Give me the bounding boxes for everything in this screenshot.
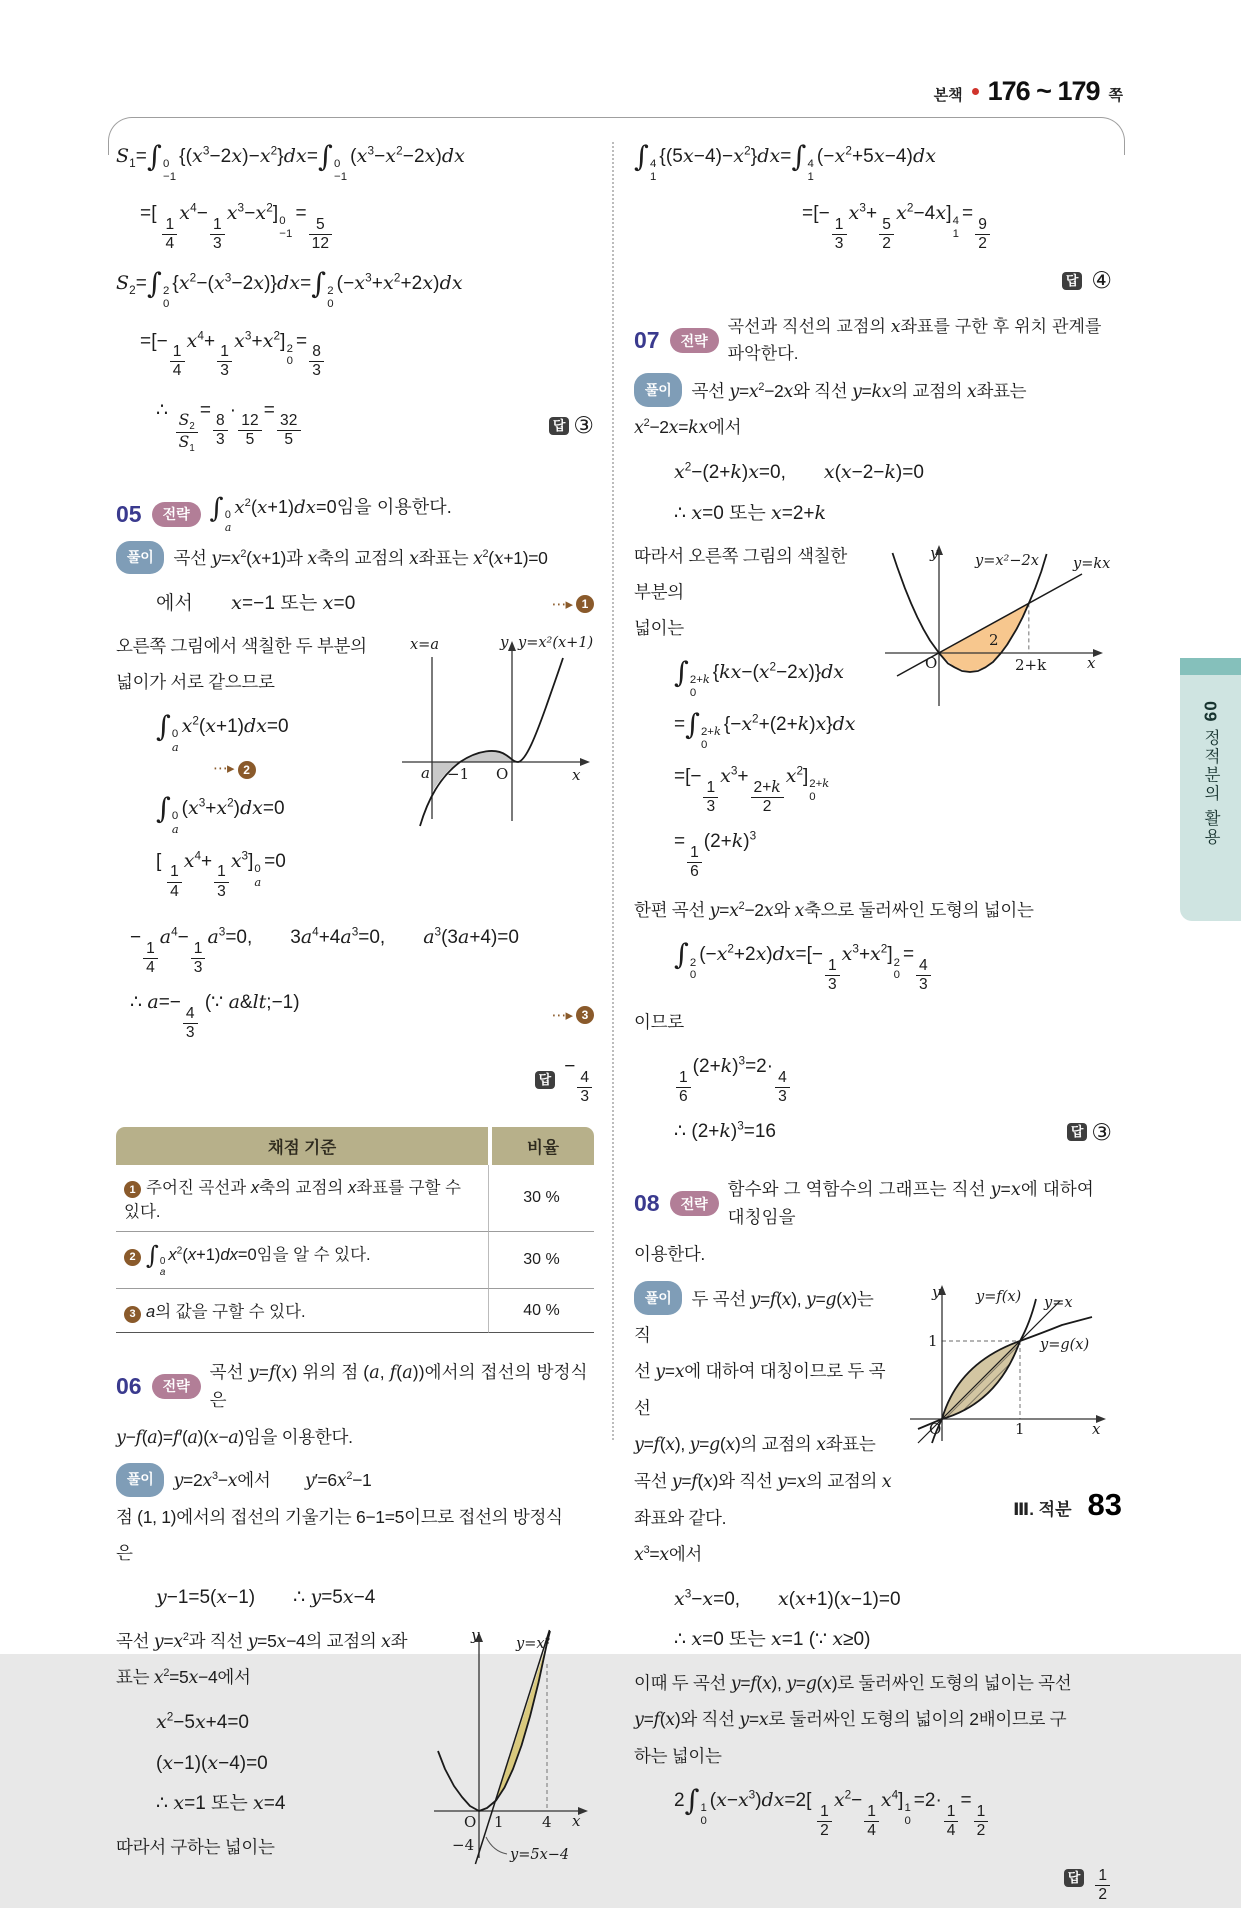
problem-number: 08 [634,1190,660,1217]
one-x-label: 1 [1015,1420,1025,1439]
problem-08-header [634,1176,1112,1231]
x-label: x [572,1811,581,1830]
step-arrow-icon: ⋯▸ [551,1007,572,1025]
header-bullet-icon [972,88,979,95]
chapter-number: 09 [1200,701,1221,723]
strategy-text: 함수와 그 역함수의 그래프는 직선 y=x에 대하여 대칭임을 [727,1178,1094,1228]
answer-row [634,1851,1112,1904]
criteria-text: ∫ 0 a $x^2(x+1)dx=0$임을 알 수 있다. [146,1240,371,1279]
solution-line [116,541,594,578]
solution-text: 넓이는 [634,618,684,638]
solution-text: 곡선 $y=x^2-2x$와 직선 y=kx의 교점의 x좌표는 [691,380,1027,402]
math-answer-row [116,397,594,455]
strategy-badge: 전략 [152,1374,201,1399]
solution-text: 오른쪽 그림에서 색칠한 두 부분의 [116,636,367,657]
step-marker [551,595,594,613]
graph-figure-07 [877,541,1112,711]
two-label: 2 [989,631,999,650]
answer-choice: ③ [1091,1118,1112,1145]
solution-text: y=f(x)와 직선 y=x로 둘러싸인 도형의 넓이의 2배이므로 구 [634,1709,1067,1731]
grading-ratio-header: 비율 [488,1127,594,1165]
problem-08 [634,1176,1112,1904]
solution-text: 넓이가 서로 같으므로 [116,672,275,693]
origin-label: O [464,1812,477,1831]
answer-value: − $\frac{4}{3}$ [564,1053,594,1106]
solution-line [116,1463,594,1500]
math-line: ∫ 2 0 $(-x^2+2x)dx=[-$ $\frac{1}{3}$ $x^3+x^2$] 2 0 = $\frac{4}{3}$ [674,940,1112,994]
math-line: =[ $\frac{1}{4}$ $x^4-$ $\frac{1}{3}$ $x^3-x^2$] 0 −1 = $\frac{5}{12}$ [116,199,594,253]
grading-table-header-row [116,1127,594,1165]
math-line: ∴ x=0 또는 x=1 (∵ x≥0) [674,1628,871,1651]
solution-text: 이므로 [634,1012,684,1033]
math-line: 에서 x=−1 또는 x=0 [156,591,356,614]
problem-number: 05 [116,500,142,527]
math-line: ∫ 4 1 $\{(5x-4)-x^2\}dx=\int$ 4 1 $(-x^2+5x-4)dx$ [634,139,937,183]
answer-icon: 답 [1062,272,1083,291]
solution-text: 점 (1, 1)에서의 접선의 기울기는 6−1=5이므로 접선의 방정식 [116,1507,563,1528]
solution-text: 따라서 오른쪽 그림의 색칠한 부분의 [634,546,847,603]
math-line: ∫ 0 a $(x^3+x^2)dx=0$ [156,791,285,836]
left-column [116,139,594,1874]
problem-06-header [116,1359,594,1414]
math-line: 2∫ 1 0 $(x-x^3)dx=2$[ $\frac{1}{2}$ $x^2-$ $\frac{1}{4}$ $x^4$] 1 0 =2· $\frac{1}{4}$ = $\frac{1}{2}$ [674,1786,1112,1840]
answer-icon: 답 [549,417,570,436]
chapter-tab-cap [1180,658,1241,675]
solution-text: 두 곡선 y=f(x), y=g(x)는 직 [634,1288,874,1346]
solution-text: 하는 넓이는 [634,1746,722,1767]
strategy-badge: 전략 [670,1191,719,1216]
math-line: y−1=5(x−1) ∴ y=5x−4 [156,1586,376,1608]
tangent-line [475,1630,549,1864]
answer-icon: 답 [535,1071,556,1090]
y-label: y [930,544,939,563]
column-divider [612,142,614,1440]
math-line: ∴ x=0 또는 x=2+k [674,501,827,524]
solution-text: 한편 곡선 $y=x^2-2x$와 x축으로 둘러싸인 도형의 넓이는 [634,899,1034,921]
header-page-suffix: 쪽 [1108,87,1123,104]
a-label: a [421,764,430,783]
answer-marker [1067,1118,1112,1145]
line-label: y=kx [1073,556,1111,573]
answer-choice: ④ [1091,267,1112,294]
strategy-text: 곡선 y=f(x) 위의 점 (a, f(a))에서의 접선의 방정식은 [209,1361,588,1410]
graph-figure-08 [902,1283,1112,1448]
line-label: x=a [410,637,439,654]
minus1-label: −1 [447,765,470,784]
strategy-badge: 전략 [670,328,719,353]
solution-text: 따라서 구하는 넓이는 [116,1836,275,1857]
math-line: (x−1)(x−4)=0 [156,1751,268,1774]
x-label: x [1087,654,1096,673]
curve-label: y=x²−2x [975,553,1039,570]
solution-text: 이때 두 곡선 y=f(x), y=g(x)로 둘러싸인 도형의 넓이는 곡선 [634,1672,1072,1694]
solution-text: $y=2x^3-x$에서 $y'=6x^2-1$ [173,1470,372,1492]
solution-text: 은 [116,1543,133,1564]
problem-05 [116,494,594,1333]
problem-06 [116,1359,594,1874]
math-line: ∴ x=1 또는 x=4 [156,1792,286,1815]
curve-label: y=x²(x+1) [518,635,594,652]
math-line: $\frac{1}{6}$ $(2+k)^3=2\cdot$ $\frac{4}{3}$ [674,1052,1112,1106]
math-line: =[− $\frac{1}{3}$ $x^3+$ $\frac{2+k}{2}$ $x^2$] 2+k 0 [674,764,830,816]
step-arrow-icon: ⋯▸ [551,595,572,613]
math-line: ∴ $\frac{S_2}{S_1}$ = $\frac{8}{3}$ · $\frac{12}{5}$ = $\frac{32}{5}$ [156,397,303,455]
strategy-text: ∫ 0 a $x^2(x+1)dx=0$임을 이용한다. [209,492,452,534]
curve-label: y=x² [516,1635,551,1652]
math-line: $x^3-x=0$, x(x+1)(x−1)=0 [674,1587,901,1610]
math-line: =[− $\frac{1}{3}$ $x^3+$ $\frac{5}{2}$ $x^2-4x$] 4 1 = $\frac{9}{2}$ [634,199,1112,253]
problem-07-header [634,314,1112,367]
y-axis-arrow [508,641,516,651]
solution-text: 곡선 y=f(x)와 직선 y=x의 교점의 x [634,1470,892,1492]
math-line: $x^2-(2+k)x=0$, x(x−2−k)=0 [674,460,924,484]
y-label: y [932,1283,941,1302]
x-axis-arrow [580,758,590,766]
step-circle: 1 [124,1181,141,1198]
math-line: = $\frac{1}{6}$ $(2+k)^3$ [674,830,757,881]
math-line: − $\frac{1}{4}$ $a^4-$ $\frac{1}{3}$ $a^3=0$, $3a^4+4a^3=0$, $a^3(3a+4)=0$ [130,925,519,976]
graph-figure-05 [394,631,594,826]
math-answer-row [634,1117,1112,1147]
solution-badge: 풀이 [634,373,682,407]
answer-row [116,1053,594,1106]
criteria-pct: 30 % [488,1165,594,1233]
figure-block-05 [116,629,594,912]
solution-text: $x^2-2x=kx$에서 [634,417,742,439]
criteria-text: 주어진 곡선과 x축의 교점의 x좌표를 구할 수 있다. [124,1178,461,1222]
criteria-pct: 30 % [488,1232,594,1289]
math-line: $x^2-5x+4=0$ [156,1710,249,1734]
table-row [116,1232,594,1289]
footer-page-number: 83 [1087,1487,1122,1522]
math-line: ∫ 2+k 0 $\{kx-(x^2-2x)\}dx$ [674,655,845,699]
strategy-text: 곡선과 직선의 교점의 x좌표를 구한 후 위치 관계를 파악한다. [727,317,1102,363]
solution-text: 곡선 $y=x^2(x+1)$과 x축의 교점의 x좌표는 $x^2(x+1)=0$ [173,548,548,570]
solution-line [634,373,1112,410]
y-label: y [500,633,509,652]
problem-05-header [116,494,594,535]
math-line: =∫ 2+k 0 $\{-x^2+(2+k)x\}dx$ [674,708,856,751]
page-header [934,76,1123,107]
minus4-label: −4 [452,1835,475,1854]
grading-criteria-header: 채점 기준 [116,1127,488,1165]
answer-marker [549,414,594,437]
math-line: $S_1=\int$ 0 −1 $\{(x^3-2x)-x^2\}dx=\int$ 0 −1 $(x^3-x^2-2x)dx$ [116,139,465,183]
header-book-label: 본책 [933,87,963,104]
criteria-text: a의 값을 구할 수 있다. [146,1303,306,1322]
page-footer [860,1487,1122,1523]
strategy-badge: 전략 [152,502,201,527]
cubic-curve [420,658,563,826]
criteria-pct: 40 % [488,1289,594,1333]
footer-section: Ⅲ. 적분 [1013,1500,1072,1519]
identity-label: y=x [1044,1295,1073,1312]
strategy-text: 이용한다. [634,1244,705,1265]
answer-value: $\frac{1}{2}$ [1093,1851,1112,1904]
math-line: =[− $\frac{1}{4}$ $x^4+$ $\frac{1}{3}$ $x^3+x^2$] 2 0 = $\frac{8}{3}$ [116,327,594,381]
math-line: [ $\frac{1}{4}$ $x^4+$ $\frac{1}{3}$ $x^3$] 0 a =0 [156,849,286,900]
step-marker [551,1006,594,1024]
chapter-tab-text [1199,701,1223,911]
origin-label: O [925,654,938,673]
step-circle: 1 [576,595,594,613]
figure-block-06 [116,1624,594,1874]
origin-label: O [929,1420,942,1439]
solution-text: 표는 $x^2=5x-4$에서 [116,1667,251,1689]
answer-row [634,269,1112,292]
step-circle: 2 [238,761,256,779]
right-column [634,139,1112,1908]
solution-badge: 풀이 [634,1281,682,1315]
solution-text: $x^3=x$에서 [634,1543,703,1565]
origin-label: O [496,765,509,784]
table-row [116,1289,594,1333]
problem-number: 06 [116,1372,142,1399]
chapter-title: 정적분의 활용 [1201,729,1220,847]
problem-number: 07 [634,327,660,354]
four-label: 4 [542,1812,552,1831]
solution-text: 곡선 $y=x^2$과 직선 y=5x−4의 교점의 x좌 [116,1630,408,1652]
x-label: x [572,766,581,785]
x-label: x [1092,1420,1101,1439]
figure-block-07 [634,539,1112,892]
math-line: $S_2=\int$ 2 0 $\{x^2-(x^3-2x)\}dx=\int$ 2 0 $(-x^3+x^2+2x)dx$ [116,267,463,310]
solution-text: 좌표와 같다. [634,1507,727,1528]
step-circle: 3 [124,1306,141,1323]
chapter-tab [1180,658,1241,921]
line-label: y=5x−4 [510,1846,570,1863]
math-line: ∴ a=− $\frac{4}{3}$ (∵ a&lt;−1) [130,991,300,1042]
parabola-curve [438,1631,550,1811]
g-label: y=g(x) [1040,1337,1090,1354]
f-label: y=f(x) [976,1289,1022,1306]
math-line: ∫ 0 a $x^2(x+1)dx=0$ [156,710,289,754]
step-circle: 2 [124,1249,141,1266]
solution-badge: 풀이 [116,1463,164,1497]
strategy-text: y−f(a)=f′(a)(x−a)임을 이용한다. [116,1427,353,1448]
step-marker [213,758,256,781]
graph-figure-06 [424,1626,594,1866]
answer-icon: 답 [1067,1123,1088,1142]
solution-text: y=f(x), y=g(x)의 교점의 x좌표는 [634,1434,876,1456]
solution-badge: 풀이 [116,541,164,575]
solution-text: 선 y=x에 대하여 대칭이므로 두 곡선 [634,1361,886,1419]
header-page-range: 176 ~ 179 [987,76,1100,106]
answer-choice: ③ [573,412,594,439]
step-circle: 3 [576,1006,594,1024]
grading-table [116,1127,594,1333]
table-row [116,1165,594,1233]
step-arrow-icon: ⋯▸ [213,760,234,778]
problem-07 [634,314,1112,1147]
solution-step-row [116,589,594,619]
solution-step-row [116,988,594,1042]
math-line: ∴ $(2+k)^3=16$ [674,1120,776,1143]
label-pointer [486,1837,507,1854]
one-label: 1 [494,1812,504,1831]
two-plus-k-label: 2+k [1015,656,1047,675]
one-y-label: 1 [928,1332,938,1351]
answer-icon: 답 [1064,1869,1085,1888]
y-label: y [471,1625,480,1644]
